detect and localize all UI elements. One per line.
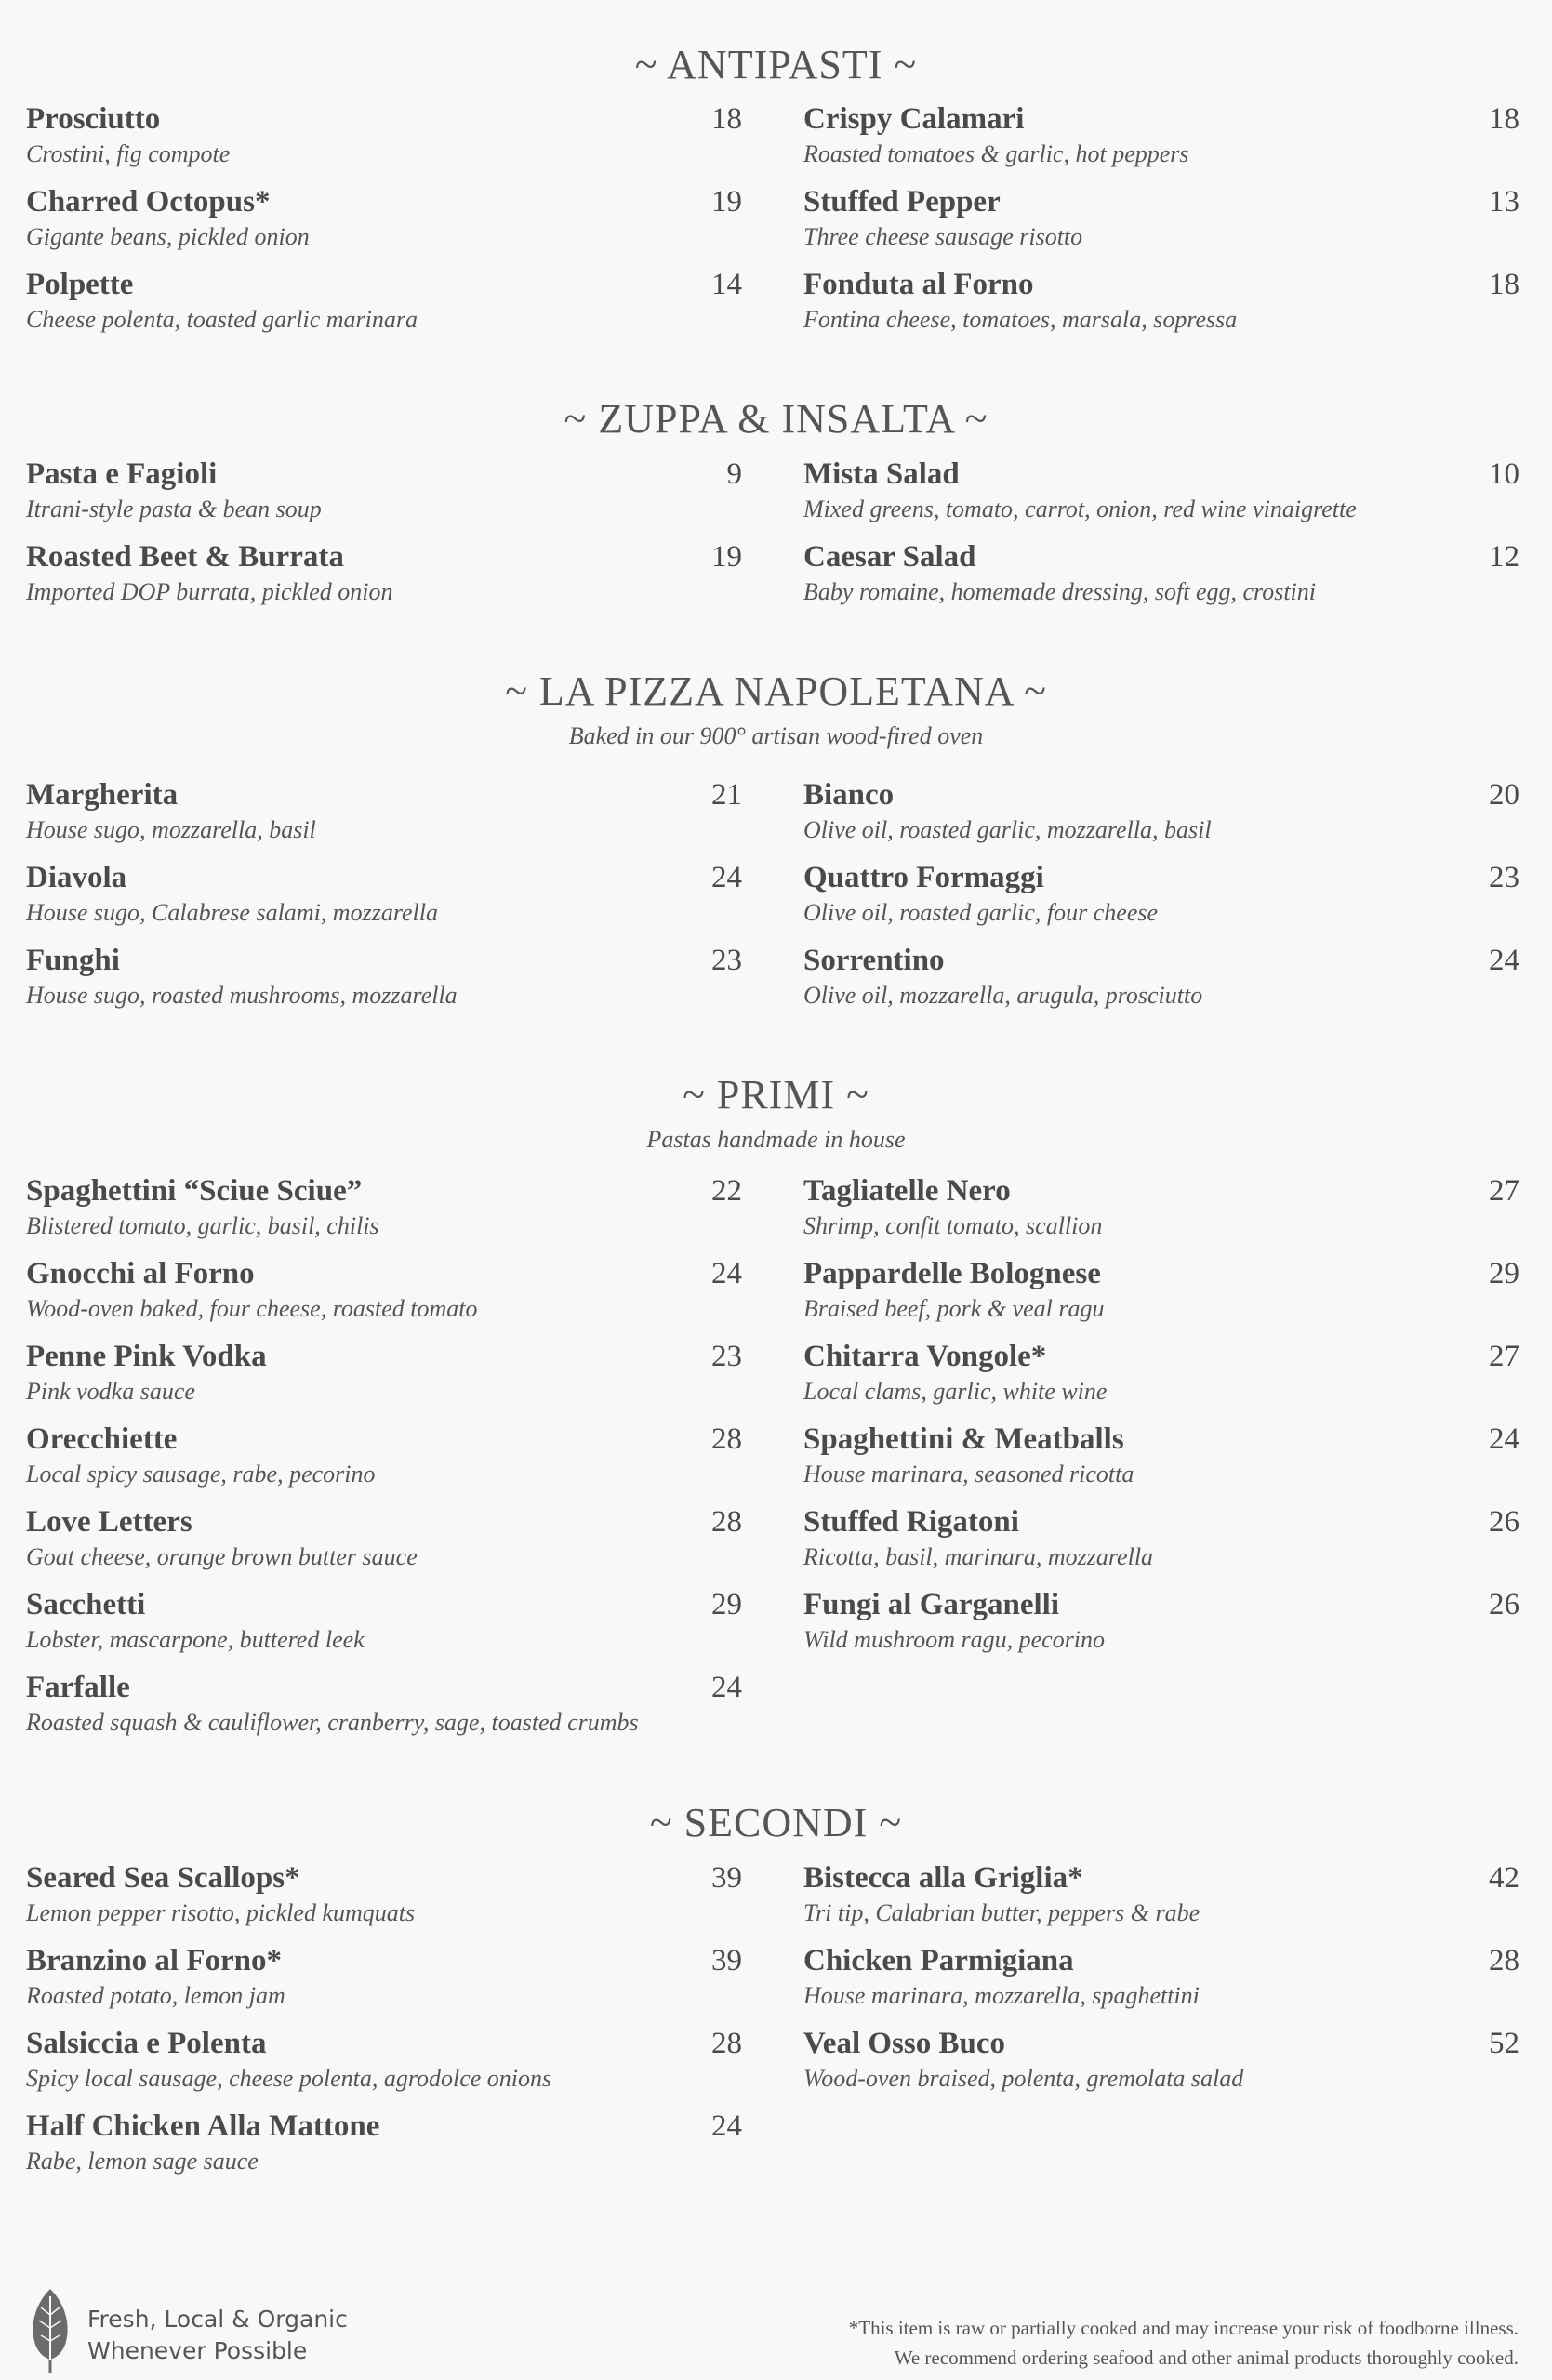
pizza-right-column (803, 776, 1519, 1025)
menu-item-price: 12 (1489, 540, 1519, 574)
menu-item-description: Spicy local sausage, cheese polenta, agrodolce onions (26, 2065, 552, 2092)
menu-item (803, 538, 1519, 621)
menu-item-name: Margherita (26, 778, 179, 812)
menu-item-price: 23 (711, 1340, 742, 1373)
menu-item-name: Chicken Parmigiana (803, 1944, 1074, 1977)
footer-disclaimer (849, 2313, 1519, 2373)
menu-item (26, 2108, 742, 2190)
menu-item-name: Salsiccia e Polenta (26, 2027, 267, 2060)
menu-item-description: Braised beef, pork & veal ragu (803, 1295, 1105, 1322)
footer-disclaimer-line2: We recommend ordering seafood and other animal products thoroughly cooked. (894, 2347, 1519, 2369)
menu-item-name: Fungi al Garganelli (803, 1588, 1060, 1621)
menu-item (26, 942, 742, 1025)
section-title-zuppa: ~ ZUPPA & INSALTA ~ (564, 396, 988, 442)
menu-item-price: 27 (1489, 1174, 1519, 1208)
menu-item-name: Funghi (26, 944, 120, 977)
section-subtitle-pizza: Baked in our 900° artisan wood-fired oven (568, 722, 984, 749)
menu-item (26, 776, 742, 859)
menu-item-description: Gigante beans, pickled onion (26, 223, 310, 250)
menu-item-price: 20 (1489, 778, 1519, 812)
menu-item-description: Tri tip, Calabrian butter, peppers & rabe (803, 1899, 1200, 1926)
menu-item-price: 19 (711, 540, 742, 574)
menu-item-price: 9 (726, 457, 742, 491)
menu-item-price: 42 (1489, 1861, 1519, 1895)
pizza-left-column (26, 776, 742, 1025)
menu-item-description: Rabe, lemon sage sauce (26, 2148, 259, 2175)
menu-item-description: Crostini, fig compote (26, 140, 231, 167)
menu-item-description: Ricotta, basil, marinara, mozzarella (803, 1543, 1154, 1570)
menu-item-description: Roasted tomatoes & garlic, hot peppers (803, 140, 1189, 167)
section-title-primi: ~ PRIMI ~ (683, 1072, 869, 1117)
menu-item-description: Local spicy sausage, rabe, pecorino (26, 1461, 376, 1488)
menu-item (26, 2025, 742, 2108)
menu-item-name: Spaghettini “Sciue Sciue” (26, 1174, 363, 1208)
menu-item (803, 100, 1519, 183)
menu-item (803, 183, 1519, 266)
menu-item-description: Cheese polenta, toasted garlic marinara (26, 306, 418, 333)
menu-item-description: Shrimp, confit tomato, scallion (803, 1212, 1103, 1239)
menu-item-price: 26 (1489, 1588, 1519, 1621)
menu-item-price: 52 (1489, 2027, 1519, 2060)
menu-item-description: Wild mushroom ragu, pecorino (803, 1626, 1106, 1653)
menu-item-description: Blistered tomato, garlic, basil, chilis (26, 1212, 379, 1239)
menu-item (803, 942, 1519, 1025)
menu-item (26, 1255, 742, 1338)
footer-tagline-block (28, 2287, 418, 2371)
menu-item (26, 538, 742, 621)
menu-item-description: Olive oil, roasted garlic, mozzarella, basil (803, 816, 1212, 843)
primi-right-column (803, 1172, 1519, 1669)
menu-item-description: Olive oil, mozzarella, arugula, prosciutto (803, 982, 1203, 1009)
menu-item (803, 266, 1519, 349)
menu-item (803, 1421, 1519, 1503)
footer-tagline-line1: Fresh, Local & Organic (87, 2306, 348, 2333)
footer-disclaimer-line1: *This item is raw or partially cooked and may increase your risk of foodborne illness. (848, 2317, 1519, 2339)
menu-item-price: 39 (711, 1861, 742, 1895)
menu-item-price: 19 (711, 185, 742, 218)
menu-item-price: 23 (711, 944, 742, 977)
menu-item-description: Pink vodka sauce (26, 1378, 195, 1405)
menu-item-price: 28 (711, 2027, 742, 2060)
section-title-secondi: ~ SECONDI ~ (649, 1800, 903, 1845)
menu-item-name: Stuffed Pepper (803, 185, 1001, 218)
menu-item-description: Itrani-style pasta & bean soup (26, 496, 322, 522)
menu-item-price: 18 (1489, 268, 1519, 301)
menu-item (26, 1338, 742, 1421)
menu-item-price: 23 (1489, 861, 1519, 894)
menu-item-name: Love Letters (26, 1505, 192, 1539)
menu-item (803, 1586, 1519, 1669)
menu-item-price: 29 (1489, 1257, 1519, 1290)
menu-item-name: Chitarra Vongole* (803, 1340, 1047, 1373)
menu-item-name: Crispy Calamari (803, 102, 1025, 136)
menu-item-price: 24 (711, 861, 742, 894)
menu-item-description: Lobster, mascarpone, buttered leek (26, 1626, 365, 1653)
section-subtitle-primi: Pastas handmade in house (646, 1126, 906, 1153)
menu-item (803, 1503, 1519, 1586)
menu-item-name: Half Chicken Alla Mattone (26, 2109, 380, 2143)
menu-item-name: Roasted Beet & Burrata (26, 540, 344, 574)
menu-item-description: Imported DOP burrata, pickled onion (26, 578, 393, 605)
menu-item (803, 1255, 1519, 1338)
primi-left-column (26, 1172, 742, 1752)
footer-tagline (87, 2304, 348, 2367)
menu-item-price: 13 (1489, 185, 1519, 218)
menu-item-description: Local clams, garlic, white wine (803, 1378, 1108, 1405)
menu-item-price: 24 (711, 2109, 742, 2143)
menu-item-name: Tagliatelle Nero (803, 1174, 1011, 1208)
menu-item-name: Stuffed Rigatoni (803, 1505, 1019, 1539)
menu-item (26, 1669, 742, 1752)
menu-item (26, 100, 742, 183)
menu-item-description: Goat cheese, orange brown butter sauce (26, 1543, 418, 1570)
menu-item (26, 1586, 742, 1669)
menu-item (26, 1421, 742, 1503)
menu-item-price: 26 (1489, 1505, 1519, 1539)
menu-item (26, 1503, 742, 1586)
section-title-antipasti: ~ ANTIPASTI ~ (634, 42, 918, 87)
menu-item-name: Sorrentino (803, 944, 945, 977)
menu-item-price: 22 (711, 1174, 742, 1208)
menu-item (803, 1172, 1519, 1255)
menu-item-name: Quattro Formaggi (803, 861, 1044, 894)
menu-item-price: 27 (1489, 1340, 1519, 1373)
zuppa-right-column (803, 456, 1519, 621)
menu-item-price: 28 (711, 1422, 742, 1456)
menu-item (803, 2025, 1519, 2108)
menu-item-price: 24 (711, 1257, 742, 1290)
menu-item (803, 1942, 1519, 2025)
menu-item-price: 24 (1489, 944, 1519, 977)
menu-item-name: Prosciutto (26, 102, 161, 136)
menu-item-price: 24 (1489, 1422, 1519, 1456)
menu-item-name: Veal Osso Buco (803, 2027, 1005, 2060)
antipasti-right-column (803, 100, 1519, 349)
menu-item-description: Mixed greens, tomato, carrot, onion, red wine vinaigrette (803, 496, 1357, 522)
menu-item (26, 183, 742, 266)
menu-item (26, 456, 742, 538)
menu-item-name: Penne Pink Vodka (26, 1340, 267, 1373)
menu-item (803, 1338, 1519, 1421)
menu-item-price: 39 (711, 1944, 742, 1977)
menu-item-description: House marinara, seasoned ricotta (803, 1461, 1134, 1488)
menu-item-description: Wood-oven braised, polenta, gremolata salad (803, 2065, 1244, 2092)
menu-item-name: Farfalle (26, 1671, 130, 1704)
menu-item-description: Lemon pepper risotto, pickled kumquats (26, 1899, 416, 1926)
menu-item-price: 10 (1489, 457, 1519, 491)
menu-item-name: Spaghettini & Meatballs (803, 1422, 1124, 1456)
menu-item-name: Diavola (26, 861, 127, 894)
menu-item-description: Three cheese sausage risotto (803, 223, 1083, 250)
menu-item (803, 456, 1519, 538)
menu-item-price: 24 (711, 1671, 742, 1704)
menu-item (26, 1859, 742, 1942)
menu-item-price: 14 (711, 268, 742, 301)
menu-item-name: Pappardelle Bolognese (803, 1257, 1101, 1290)
menu-item-name: Bistecca alla Griglia* (803, 1861, 1083, 1895)
menu-item-name: Branzino al Forno* (26, 1944, 283, 1977)
menu-item-name: Seared Sea Scallops* (26, 1861, 300, 1895)
menu-item (803, 776, 1519, 859)
menu-item-description: Baby romaine, homemade dressing, soft egg, crostini (803, 578, 1316, 605)
menu-item-price: 18 (1489, 102, 1519, 136)
menu-item-description: Wood-oven baked, four cheese, roasted tomato (26, 1295, 478, 1322)
menu-item-price: 29 (711, 1588, 742, 1621)
menu-item-description: Roasted potato, lemon jam (26, 1982, 285, 2009)
menu-item-price: 28 (711, 1505, 742, 1539)
menu-item-name: Gnocchi al Forno (26, 1257, 255, 1290)
menu-item-description: Olive oil, roasted garlic, four cheese (803, 899, 1159, 926)
menu-item-price: 21 (711, 778, 742, 812)
secondi-right-column (803, 1859, 1519, 2108)
menu-item (26, 1942, 742, 2025)
menu-item-description: House marinara, mozzarella, spaghettini (803, 1982, 1200, 2009)
menu-item-name: Pasta e Fagioli (26, 457, 218, 491)
menu-item-description: House sugo, roasted mushrooms, mozzarella (26, 982, 458, 1009)
menu-item (803, 1859, 1519, 1942)
menu-item-name: Bianco (803, 778, 895, 812)
menu-item (803, 859, 1519, 942)
antipasti-left-column (26, 100, 742, 349)
menu-item-name: Caesar Salad (803, 540, 976, 574)
menu-item-description: House sugo, mozzarella, basil (26, 816, 316, 843)
leaf-icon (28, 2287, 73, 2373)
menu-item-name: Charred Octopus* (26, 185, 271, 218)
menu-item (26, 859, 742, 942)
menu-item-price: 18 (711, 102, 742, 136)
menu-item-description: Fontina cheese, tomatoes, marsala, sopressa (803, 306, 1238, 333)
menu-item-name: Polpette (26, 268, 134, 301)
footer-tagline-line2: Whenever Possible (87, 2337, 308, 2364)
menu-item-price: 28 (1489, 1944, 1519, 1977)
zuppa-left-column (26, 456, 742, 621)
menu-item-name: Mista Salad (803, 457, 960, 491)
menu-item-description: Roasted squash & cauliflower, cranberry, sage, toasted crumbs (26, 1709, 639, 1736)
menu-item-name: Orecchiette (26, 1422, 178, 1456)
menu-item-name: Fonduta al Forno (803, 268, 1034, 301)
section-title-pizza: ~ LA PIZZA NAPOLETANA ~ (505, 668, 1047, 714)
secondi-left-column (26, 1859, 742, 2190)
menu-item-name: Sacchetti (26, 1588, 146, 1621)
menu-item (26, 1172, 742, 1255)
menu-item-description: House sugo, Calabrese salami, mozzarella (26, 899, 438, 926)
menu-item (26, 266, 742, 349)
